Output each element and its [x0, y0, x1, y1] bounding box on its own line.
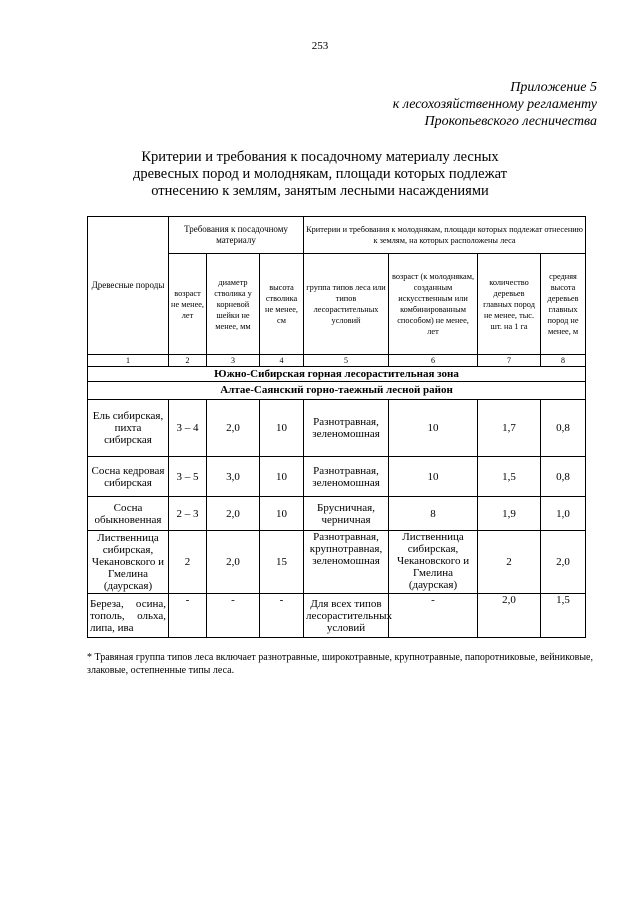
cell-height: 15: [260, 531, 304, 594]
cell-diameter: 2,0: [207, 400, 260, 457]
appendix-line: Приложение 5: [510, 80, 597, 95]
table-row: [88, 594, 586, 638]
appendix-line: к лесохозяйственному регламенту: [392, 97, 597, 112]
cell-diameter: 3,0: [207, 457, 260, 497]
cell-young-age: Лиственница сибирская, Чекановского и Гмелина (даурская): [389, 531, 478, 594]
header-young-age: возраст (к молоднякам, созданным искусственным или комбинированным способом) не менее, лет: [389, 254, 478, 355]
region-heading: Алтае-Саянский горно-таежный лесной район: [88, 382, 586, 400]
cell-diameter: 2,0: [207, 531, 260, 594]
cell-quantity: 1,5: [478, 457, 541, 497]
column-number-row: [88, 355, 586, 367]
cell-diameter: -: [207, 594, 260, 638]
cell-young-age: 10: [389, 400, 478, 457]
cell-forest-type: Для всех типов лесорастительных условий: [304, 594, 389, 638]
column-number: 2: [169, 355, 207, 367]
cell-age: 2: [169, 531, 207, 594]
table-row: [88, 531, 586, 594]
header-species: Древесные породы: [88, 217, 169, 355]
cell-diameter: 2,0: [207, 497, 260, 531]
title-line: отнесению к землям, занятым лесными насаждениями: [151, 183, 489, 199]
cell-quantity: 1,9: [478, 497, 541, 531]
header-avg-height: средняя высота деревьев главных пород не менее, м: [541, 254, 586, 355]
cell-avg-height: 1,5: [541, 594, 586, 638]
cell-forest-type: Брусничная, черничная: [304, 497, 389, 531]
table-row: [88, 400, 586, 457]
cell-species: Береза, осина, тополь, ольха, липа, ива: [88, 594, 169, 638]
cell-species: Сосна кедровая сибирская: [88, 457, 169, 497]
criteria-table: [87, 216, 586, 638]
header-young-forest: Критерии и требования к молоднякам, площади которых подлежат отнесению к землям, на которых расположены леса: [304, 217, 586, 254]
cell-young-age: -: [389, 594, 478, 638]
footnote: * Травяная группа типов леса включает разнотравные, широкотравные, крупнотравные, папоротниковые, вейниковые, злаковые, остепненные типы леса.: [87, 652, 593, 676]
cell-young-age: 10: [389, 457, 478, 497]
page-number: 253: [311, 40, 329, 52]
cell-avg-height: 0,8: [541, 400, 586, 457]
cell-avg-height: 1,0: [541, 497, 586, 531]
cell-species: Сосна обыкновенная: [88, 497, 169, 531]
cell-species: Ель сибирская, пихта сибирская: [88, 400, 169, 457]
title-line: Критерии и требования к посадочному материалу лесных: [141, 149, 499, 165]
cell-avg-height: 2,0: [541, 531, 586, 594]
column-number: 8: [541, 355, 586, 367]
cell-quantity: 1,7: [478, 400, 541, 457]
cell-avg-height: 0,8: [541, 457, 586, 497]
header-forest-type: группа типов леса или типов лесорастительных условий: [304, 254, 389, 355]
appendix-line: Прокопьевского лесничества: [424, 114, 597, 129]
column-number: 1: [88, 355, 169, 367]
column-number: 3: [207, 355, 260, 367]
cell-quantity: 2: [478, 531, 541, 594]
cell-height: 10: [260, 457, 304, 497]
cell-forest-type: Разнотравная, зеленомошная: [304, 457, 389, 497]
zone-heading: Южно-Сибирская горная лесорастительная зона: [88, 367, 586, 382]
column-number: 7: [478, 355, 541, 367]
header-diameter: диаметр стволика у корневой шейки не менее, мм: [207, 254, 260, 355]
appendix-caption: [393, 79, 597, 130]
header-height: высота стволика не менее, см: [260, 254, 304, 355]
cell-species: Лиственница сибирская, Чекановского и Гмелина (даурская): [88, 531, 169, 594]
cell-height: 10: [260, 400, 304, 457]
cell-age: 3 – 4: [169, 400, 207, 457]
cell-age: 3 – 5: [169, 457, 207, 497]
document-title: [120, 149, 520, 200]
header-age: возраст не менее, лет: [169, 254, 207, 355]
table-row: [88, 457, 586, 497]
title-line: древесных пород и молоднякам, площади которых подлежат: [132, 166, 507, 182]
cell-height: 10: [260, 497, 304, 531]
cell-quantity: 2,0: [478, 594, 541, 638]
cell-forest-type: Разнотравная, крупнотравная, зеленомошная: [304, 531, 389, 594]
header-quantity: количество деревьев главных пород не менее, тыс. шт. на 1 га: [478, 254, 541, 355]
header-planting-material: Требования к посадочному материалу: [169, 217, 304, 254]
cell-age: -: [169, 594, 207, 638]
cell-age: 2 – 3: [169, 497, 207, 531]
cell-forest-type: Разнотравная, зеленомошная: [304, 400, 389, 457]
cell-height: -: [260, 594, 304, 638]
table-row: [88, 497, 586, 531]
column-number: 5: [304, 355, 389, 367]
cell-young-age: 8: [389, 497, 478, 531]
column-number: 4: [260, 355, 304, 367]
column-number: 6: [389, 355, 478, 367]
